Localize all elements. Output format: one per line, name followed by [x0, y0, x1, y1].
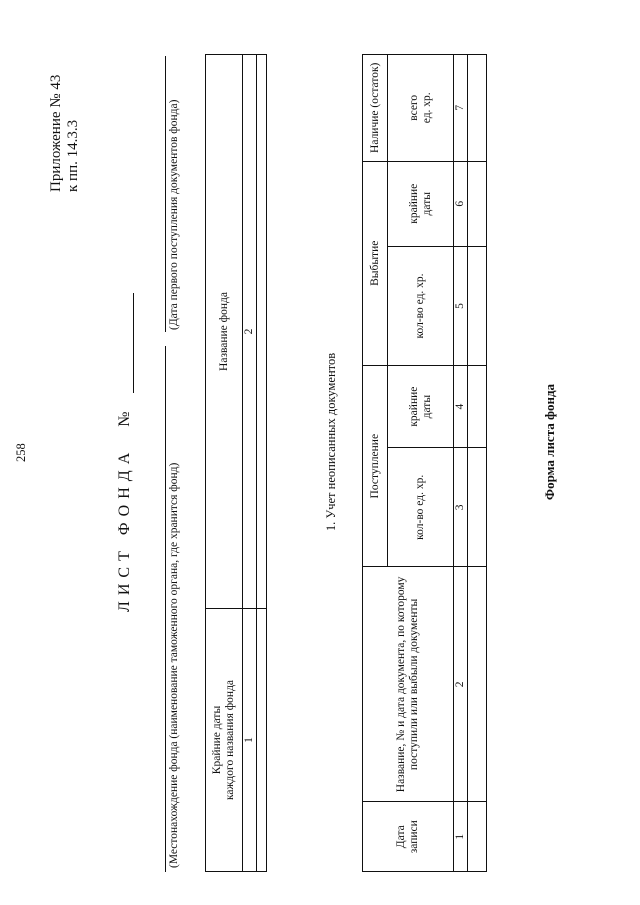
col-num-4: 4 [454, 366, 468, 448]
header-document: Название, № и дата документа, по которому поступили или выбыли документы [363, 567, 454, 802]
header-balance: Наличие (остаток) [363, 55, 388, 162]
rotated-page [0, 12, 640, 892]
title-number-blank [121, 293, 134, 393]
location-line [165, 346, 166, 872]
date-caption: (Дата первого поступления документов фонда) [168, 99, 180, 330]
header-date: Дата записи [363, 802, 454, 872]
fund-empty-cell-1 [257, 609, 267, 872]
fund-empty-cell-2 [257, 55, 267, 609]
appendix-line2: к пп. 14.3.3 [65, 119, 81, 192]
header-outgo-qty: кол-во ед. хр. [388, 246, 454, 365]
col-num-7: 7 [454, 55, 468, 162]
fund-col-num-2: 2 [243, 55, 257, 609]
header-income: Поступление [363, 366, 388, 567]
date-line [165, 56, 166, 332]
appendix-reference [48, 75, 82, 192]
appendix-line1: Приложение № 43 [48, 74, 64, 192]
header-balance-total: всего ед. хр. [388, 55, 454, 162]
fund-header-name: Название фонда [206, 55, 243, 609]
column-number-row [454, 55, 468, 872]
col-num-1: 1 [454, 802, 468, 872]
col-num-5: 5 [454, 246, 468, 365]
col-num-3: 3 [454, 448, 468, 567]
location-caption: (Местонахождение фонда (наименование таможенного органа, где хранится фонд) [168, 462, 180, 868]
fund-header-dates: Крайние даты каждого названия фонда [206, 609, 243, 872]
section-title: 1. Учет неописанных документов [324, 352, 338, 532]
page-number: 258 [14, 443, 28, 462]
fund-col-num-1: 1 [243, 609, 257, 872]
header-outgo: Выбытие [363, 161, 388, 365]
fund-table [205, 54, 267, 872]
title-text: ЛИСТ ФОНДА [116, 446, 133, 612]
title-number-sign: № [116, 409, 133, 427]
footer-caption: Форма листа фонда [542, 383, 557, 501]
header-outgo-dates: крайние даты [388, 161, 454, 246]
page-title [116, 293, 134, 612]
table-row [468, 55, 487, 872]
records-table [362, 54, 487, 872]
header-income-qty: кол-во ед. хр. [388, 448, 454, 567]
col-num-6: 6 [454, 161, 468, 246]
col-num-2: 2 [454, 567, 468, 802]
header-income-dates: крайние даты [388, 366, 454, 448]
